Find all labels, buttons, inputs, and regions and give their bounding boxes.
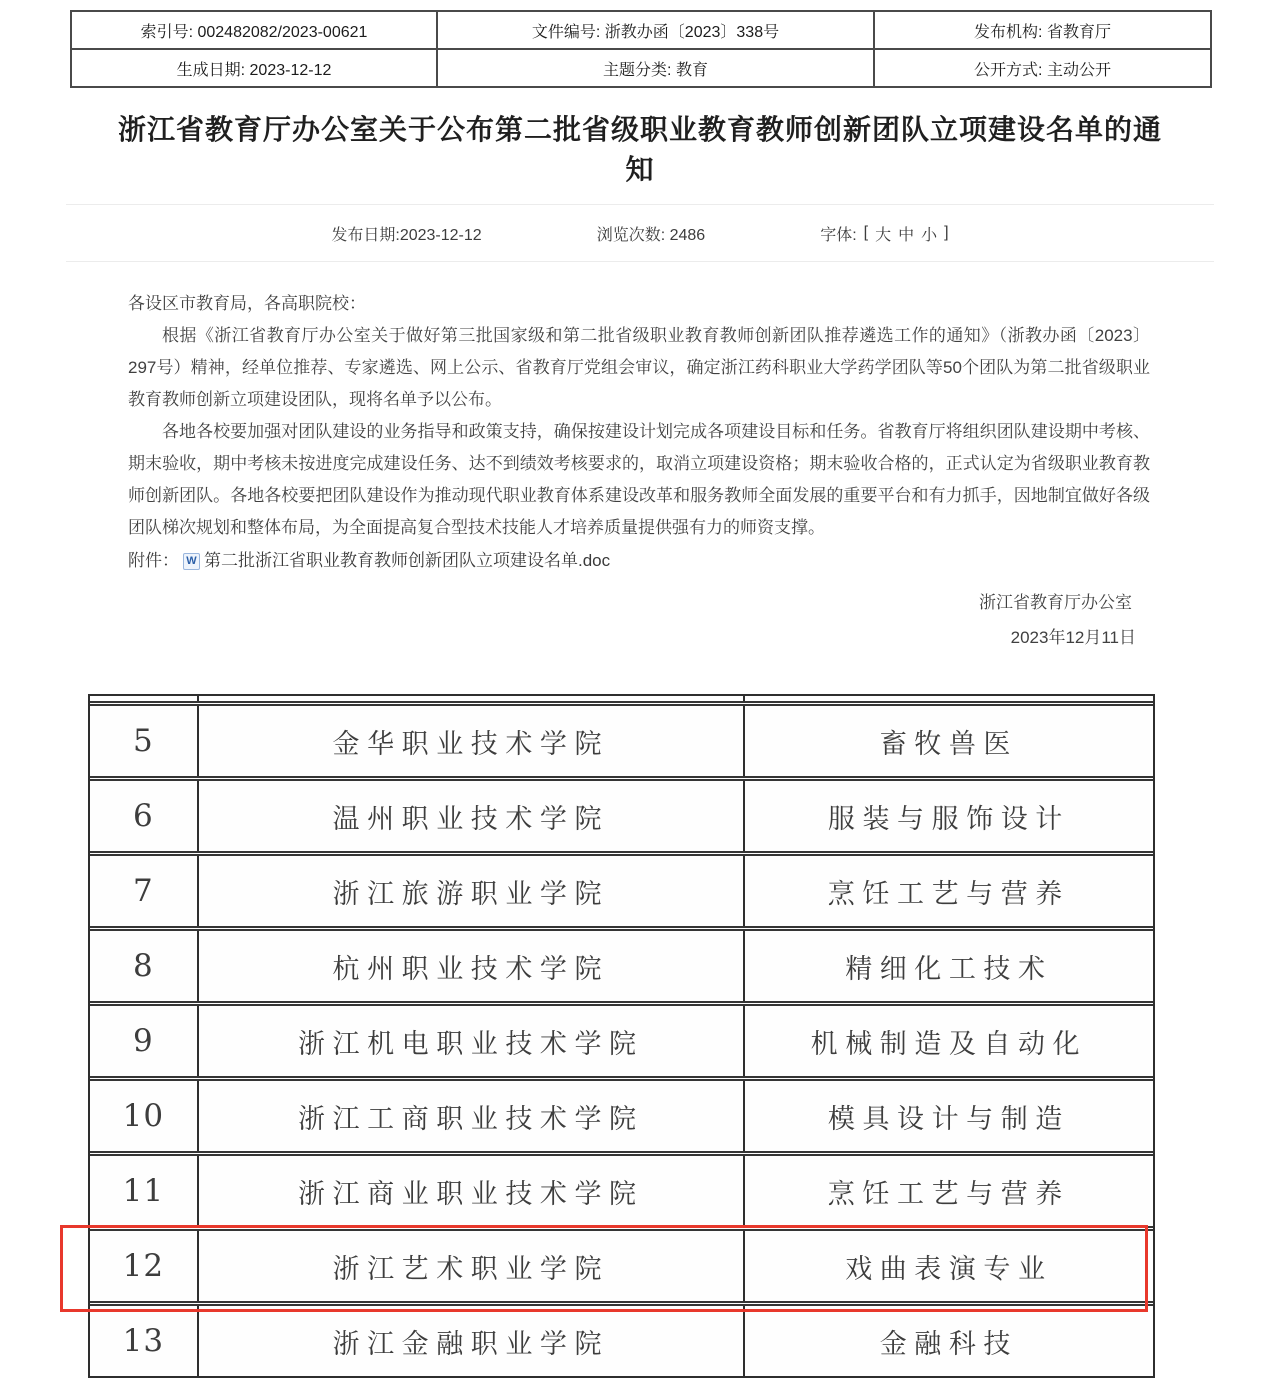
cell-college-name: 浙江艺术职业学院	[197, 1231, 743, 1301]
table-row	[90, 1001, 1153, 1076]
divider	[66, 204, 1214, 205]
cell-college-name: 浙江旅游职业学院	[197, 856, 743, 926]
cell-college-name: 浙江机电职业技术学院	[197, 1006, 743, 1076]
meta-file-number: 文件编号: 浙教办函〔2023〕338号	[437, 11, 874, 49]
body-paragraph: 根据《浙江省教育厅办公室关于做好第三批国家级和第二批省级职业教育教师创新团队推荐遴选工作的通知》（浙教办函〔2023〕297号）精神，经单位推荐、专家遴选、网上公示、省教育厅党组会审议，确定浙江药科职业大学药学团队等50个团队为第二批省级职业教育教师创新立项建设团队，现将名单予以公布。	[128, 326, 1150, 409]
cell-specialty-name: 服装与服饰设计	[743, 781, 1153, 851]
cell-row-number: 8	[133, 948, 154, 984]
cell-specialty-name: 畜牧兽医	[743, 706, 1153, 776]
cell-college-name: 杭州职业技术学院	[197, 931, 743, 1001]
table-row	[90, 851, 1153, 926]
cell-row-number: 6	[133, 798, 154, 834]
cell-college-name: 温州职业技术学院	[197, 781, 743, 851]
cell-specialty-name: 戏曲表演专业	[743, 1231, 1153, 1301]
table-row	[90, 1076, 1153, 1151]
font-size-label: 字体:	[820, 226, 857, 244]
table-row	[90, 776, 1153, 851]
meta-disclosure-method: 公开方式: 主动公开	[874, 49, 1211, 87]
cell-specialty-name: 精细化工技术	[743, 931, 1153, 1001]
meta-row	[71, 11, 1211, 49]
cell-specialty-name: 模具设计与制造	[743, 1081, 1153, 1151]
attachment-label: 附件：	[128, 551, 179, 570]
cell-college-name: 金华职业技术学院	[197, 706, 743, 776]
cell-specialty-name: 烹饪工艺与营养	[743, 1156, 1153, 1226]
meta-issuing-agency: 发布机构: 省教育厅	[874, 11, 1211, 49]
meta-creation-date: 生成日期: 2023-12-12	[71, 49, 437, 87]
cell-specialty-name: 金融科技	[743, 1306, 1153, 1376]
table-row	[90, 701, 1153, 776]
signature-organization: 浙江省教育厅办公室	[979, 593, 1132, 612]
cell-row-number: 7	[133, 873, 154, 909]
table-row	[90, 1226, 1153, 1301]
signature-date: 2023年12月11日	[1010, 628, 1136, 647]
font-size-large-link[interactable]: 大	[875, 226, 892, 244]
meta-index-number: 索引号: 002482082/2023-00621	[71, 11, 437, 49]
body-paragraph: 各地各校要加强对团队建设的业务指导和政策支持，确保按建设计划完成各项建设目标和任务。省教育厅将组织团队建设期中考核、期末验收，期中考核未按进度完成建设任务、达不到绩效考核要求的，取消立项建设资格；期末验收合格的，正式认定为省级职业教育教师创新团队。各地各校要把团队建设作为推动现代职业教育体系建设改革和服务教师全面发展的重要平台和有力抓手，因地制宜做好各级团队梯次规划和整体布局，为全面提高复合型技术技能人才培养质量提供强有力的师资支撑。	[128, 422, 1150, 537]
innovation-table-body	[90, 701, 1153, 1376]
meta-topic-category: 主题分类: 教育	[437, 49, 874, 87]
word-doc-icon: W	[183, 553, 200, 570]
bracket: ]	[944, 224, 949, 241]
document-body	[128, 288, 1150, 654]
cell-row-number: 10	[122, 1098, 165, 1134]
attachment-download-link[interactable]: 第二批浙江省职业教育教师创新团队立项建设名单.doc	[204, 551, 611, 570]
page-title: 浙江省教育厅办公室关于公布第二批省级职业教育教师创新团队立项建设名单的通知	[117, 114, 1162, 185]
font-size-small-link[interactable]: 小	[921, 226, 938, 244]
signature-block	[128, 587, 1150, 654]
salutation: 各设区市教育局，各高职院校：	[128, 294, 366, 313]
table-row	[90, 1151, 1153, 1226]
meta-row	[71, 49, 1211, 87]
document-meta-table	[70, 10, 1212, 88]
divider	[66, 261, 1214, 262]
cell-row-number: 5	[133, 723, 154, 759]
innovation-team-table	[88, 694, 1155, 1378]
publish-info-bar	[0, 219, 1280, 247]
cell-specialty-name: 烹饪工艺与营养	[743, 856, 1153, 926]
font-size-medium-link[interactable]: 中	[898, 226, 915, 244]
view-count: 浏览次数: 2486	[596, 226, 706, 244]
font-size-widget	[820, 222, 948, 245]
cell-row-number: 12	[122, 1248, 165, 1284]
bracket: [	[863, 224, 869, 241]
cell-specialty-name: 机械制造及自动化	[743, 1006, 1153, 1076]
cell-college-name: 浙江商业职业技术学院	[197, 1156, 743, 1226]
cell-college-name: 浙江金融职业学院	[197, 1306, 743, 1376]
cell-row-number: 9	[133, 1023, 154, 1059]
cell-row-number: 11	[122, 1173, 165, 1209]
cell-college-name: 浙江工商职业技术学院	[197, 1081, 743, 1151]
attachment-line	[128, 545, 1150, 577]
table-row	[90, 926, 1153, 1001]
cell-row-number: 13	[122, 1323, 165, 1359]
table-row	[90, 1301, 1153, 1376]
publish-date: 发布日期:2023-12-12	[331, 226, 482, 244]
